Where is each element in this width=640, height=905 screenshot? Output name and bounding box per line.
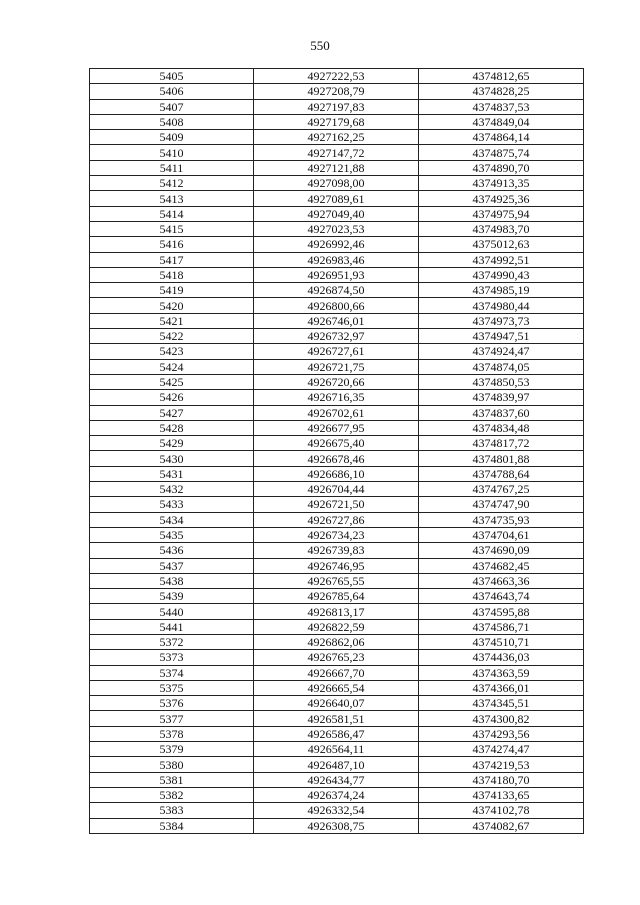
table-row	[90, 405, 584, 420]
x-coordinate-cell: 4926721,75	[254, 359, 419, 374]
table-row	[90, 390, 584, 405]
table-row	[90, 650, 584, 665]
point-number-cell: 5440	[90, 604, 254, 619]
x-coordinate-cell: 4926487,10	[254, 757, 419, 772]
x-coordinate-cell: 4926765,55	[254, 573, 419, 588]
table-row	[90, 145, 584, 160]
point-number-cell: 5376	[90, 696, 254, 711]
x-coordinate-cell: 4927162,25	[254, 130, 419, 145]
point-number-cell: 5427	[90, 405, 254, 420]
table-row	[90, 573, 584, 588]
table-row	[90, 742, 584, 757]
point-number-cell: 5437	[90, 558, 254, 573]
y-coordinate-cell: 4374643,74	[419, 589, 584, 604]
y-coordinate-cell: 4374925,36	[419, 191, 584, 206]
x-coordinate-cell: 4927049,40	[254, 206, 419, 221]
y-coordinate-cell: 4374363,59	[419, 665, 584, 680]
point-number-cell: 5430	[90, 451, 254, 466]
table-row	[90, 221, 584, 236]
table-row	[90, 634, 584, 649]
y-coordinate-cell: 4374102,78	[419, 803, 584, 818]
table-row	[90, 482, 584, 497]
x-coordinate-cell: 4926765,23	[254, 650, 419, 665]
point-number-cell: 5379	[90, 742, 254, 757]
table-row	[90, 787, 584, 802]
table-row	[90, 818, 584, 833]
point-number-cell: 5434	[90, 512, 254, 527]
page-number: 550	[310, 38, 330, 53]
y-coordinate-cell: 4374812,65	[419, 69, 584, 84]
table-row	[90, 420, 584, 435]
x-coordinate-cell: 4926374,24	[254, 787, 419, 802]
table-row	[90, 344, 584, 359]
y-coordinate-cell: 4374875,74	[419, 145, 584, 160]
table-row	[90, 298, 584, 313]
point-number-cell: 5424	[90, 359, 254, 374]
x-coordinate-cell: 4926308,75	[254, 818, 419, 833]
point-number-cell: 5439	[90, 589, 254, 604]
point-number-cell: 5382	[90, 787, 254, 802]
point-number-cell: 5407	[90, 99, 254, 114]
y-coordinate-cell: 4374663,36	[419, 573, 584, 588]
x-coordinate-cell: 4927222,53	[254, 69, 419, 84]
y-coordinate-cell: 4374834,48	[419, 420, 584, 435]
x-coordinate-cell: 4926732,97	[254, 329, 419, 344]
y-coordinate-cell: 4374874,05	[419, 359, 584, 374]
x-coordinate-cell: 4926667,70	[254, 665, 419, 680]
y-coordinate-cell: 4374293,56	[419, 726, 584, 741]
x-coordinate-cell: 4926739,83	[254, 543, 419, 558]
y-coordinate-cell: 4374864,14	[419, 130, 584, 145]
y-coordinate-cell: 4374850,53	[419, 374, 584, 389]
coordinates-table	[89, 68, 584, 834]
point-number-cell: 5374	[90, 665, 254, 680]
point-number-cell: 5384	[90, 818, 254, 833]
point-number-cell: 5380	[90, 757, 254, 772]
table-row	[90, 451, 584, 466]
y-coordinate-cell: 4374947,51	[419, 329, 584, 344]
x-coordinate-cell: 4926874,50	[254, 283, 419, 298]
y-coordinate-cell: 4374133,65	[419, 787, 584, 802]
table-row	[90, 206, 584, 221]
x-coordinate-cell: 4926727,61	[254, 344, 419, 359]
table-row	[90, 527, 584, 542]
point-number-cell: 5411	[90, 160, 254, 175]
table-row	[90, 604, 584, 619]
y-coordinate-cell: 4374837,60	[419, 405, 584, 420]
point-number-cell: 5432	[90, 482, 254, 497]
point-number-cell: 5435	[90, 527, 254, 542]
table-row	[90, 176, 584, 191]
y-coordinate-cell: 4374801,88	[419, 451, 584, 466]
x-coordinate-cell: 4926665,54	[254, 680, 419, 695]
x-coordinate-cell: 4926678,46	[254, 451, 419, 466]
y-coordinate-cell: 4374366,01	[419, 680, 584, 695]
y-coordinate-cell: 4374682,45	[419, 558, 584, 573]
y-coordinate-cell: 4374985,19	[419, 283, 584, 298]
x-coordinate-cell: 4926581,51	[254, 711, 419, 726]
y-coordinate-cell: 4374300,82	[419, 711, 584, 726]
y-coordinate-cell: 4374180,70	[419, 772, 584, 787]
table-row	[90, 191, 584, 206]
x-coordinate-cell: 4927179,68	[254, 114, 419, 129]
point-number-cell: 5423	[90, 344, 254, 359]
table-row	[90, 803, 584, 818]
x-coordinate-cell: 4927089,61	[254, 191, 419, 206]
y-coordinate-cell: 4374849,04	[419, 114, 584, 129]
x-coordinate-cell: 4927147,72	[254, 145, 419, 160]
point-number-cell: 5422	[90, 329, 254, 344]
x-coordinate-cell: 4926675,40	[254, 436, 419, 451]
coordinates-table-body	[90, 69, 584, 834]
y-coordinate-cell: 4374586,71	[419, 619, 584, 634]
point-number-cell: 5429	[90, 436, 254, 451]
y-coordinate-cell: 4374890,70	[419, 160, 584, 175]
y-coordinate-cell: 4374082,67	[419, 818, 584, 833]
table-row	[90, 543, 584, 558]
table-row	[90, 99, 584, 114]
point-number-cell: 5410	[90, 145, 254, 160]
point-number-cell: 5378	[90, 726, 254, 741]
y-coordinate-cell: 4374704,61	[419, 527, 584, 542]
x-coordinate-cell: 4926721,50	[254, 497, 419, 512]
point-number-cell: 5383	[90, 803, 254, 818]
table-row	[90, 237, 584, 252]
x-coordinate-cell: 4927121,88	[254, 160, 419, 175]
table-row	[90, 711, 584, 726]
point-number-cell: 5416	[90, 237, 254, 252]
point-number-cell: 5426	[90, 390, 254, 405]
x-coordinate-cell: 4926951,93	[254, 267, 419, 282]
point-number-cell: 5373	[90, 650, 254, 665]
table-row	[90, 84, 584, 99]
point-number-cell: 5408	[90, 114, 254, 129]
point-number-cell: 5412	[90, 176, 254, 191]
y-coordinate-cell: 4374992,51	[419, 252, 584, 267]
x-coordinate-cell: 4926822,59	[254, 619, 419, 634]
x-coordinate-cell: 4926992,46	[254, 237, 419, 252]
y-coordinate-cell: 4374828,25	[419, 84, 584, 99]
y-coordinate-cell: 4374219,53	[419, 757, 584, 772]
point-number-cell: 5377	[90, 711, 254, 726]
x-coordinate-cell: 4926704,44	[254, 482, 419, 497]
table-row	[90, 696, 584, 711]
table-row	[90, 558, 584, 573]
x-coordinate-cell: 4926746,01	[254, 313, 419, 328]
table-row	[90, 313, 584, 328]
point-number-cell: 5409	[90, 130, 254, 145]
point-number-cell: 5381	[90, 772, 254, 787]
table-row	[90, 267, 584, 282]
table-row	[90, 772, 584, 787]
y-coordinate-cell: 4375012,63	[419, 237, 584, 252]
point-number-cell: 5436	[90, 543, 254, 558]
table-row	[90, 69, 584, 84]
x-coordinate-cell: 4927208,79	[254, 84, 419, 99]
point-number-cell: 5406	[90, 84, 254, 99]
point-number-cell: 5421	[90, 313, 254, 328]
point-number-cell: 5428	[90, 420, 254, 435]
table-row	[90, 114, 584, 129]
point-number-cell: 5441	[90, 619, 254, 634]
x-coordinate-cell: 4926716,35	[254, 390, 419, 405]
table-row	[90, 726, 584, 741]
x-coordinate-cell: 4926862,06	[254, 634, 419, 649]
point-number-cell: 5372	[90, 634, 254, 649]
table-row	[90, 619, 584, 634]
y-coordinate-cell: 4374274,47	[419, 742, 584, 757]
y-coordinate-cell: 4374747,90	[419, 497, 584, 512]
x-coordinate-cell: 4926332,54	[254, 803, 419, 818]
x-coordinate-cell: 4926720,66	[254, 374, 419, 389]
x-coordinate-cell: 4927197,83	[254, 99, 419, 114]
table-row	[90, 680, 584, 695]
x-coordinate-cell: 4926702,61	[254, 405, 419, 420]
x-coordinate-cell: 4926434,77	[254, 772, 419, 787]
x-coordinate-cell: 4926734,23	[254, 527, 419, 542]
y-coordinate-cell: 4374767,25	[419, 482, 584, 497]
y-coordinate-cell: 4374436,03	[419, 650, 584, 665]
y-coordinate-cell: 4374980,44	[419, 298, 584, 313]
y-coordinate-cell: 4374817,72	[419, 436, 584, 451]
point-number-cell: 5438	[90, 573, 254, 588]
y-coordinate-cell: 4374510,71	[419, 634, 584, 649]
y-coordinate-cell: 4374595,88	[419, 604, 584, 619]
point-number-cell: 5418	[90, 267, 254, 282]
point-number-cell: 5414	[90, 206, 254, 221]
point-number-cell: 5417	[90, 252, 254, 267]
x-coordinate-cell: 4926813,17	[254, 604, 419, 619]
table-row	[90, 359, 584, 374]
point-number-cell: 5431	[90, 466, 254, 481]
y-coordinate-cell: 4374839,97	[419, 390, 584, 405]
y-coordinate-cell: 4374913,35	[419, 176, 584, 191]
point-number-cell: 5413	[90, 191, 254, 206]
x-coordinate-cell: 4926586,47	[254, 726, 419, 741]
table-row	[90, 665, 584, 680]
y-coordinate-cell: 4374345,51	[419, 696, 584, 711]
y-coordinate-cell: 4374990,43	[419, 267, 584, 282]
y-coordinate-cell: 4374735,93	[419, 512, 584, 527]
table-row	[90, 252, 584, 267]
x-coordinate-cell: 4926800,66	[254, 298, 419, 313]
y-coordinate-cell: 4374973,73	[419, 313, 584, 328]
table-row	[90, 757, 584, 772]
x-coordinate-cell: 4926640,07	[254, 696, 419, 711]
x-coordinate-cell: 4926677,95	[254, 420, 419, 435]
point-number-cell: 5415	[90, 221, 254, 236]
x-coordinate-cell: 4927098,00	[254, 176, 419, 191]
point-number-cell: 5405	[90, 69, 254, 84]
x-coordinate-cell: 4926564,11	[254, 742, 419, 757]
y-coordinate-cell: 4374924,47	[419, 344, 584, 359]
y-coordinate-cell: 4374837,53	[419, 99, 584, 114]
x-coordinate-cell: 4926983,46	[254, 252, 419, 267]
y-coordinate-cell: 4374788,64	[419, 466, 584, 481]
x-coordinate-cell: 4926746,95	[254, 558, 419, 573]
table-row	[90, 436, 584, 451]
table-row	[90, 374, 584, 389]
point-number-cell: 5420	[90, 298, 254, 313]
y-coordinate-cell: 4374690,09	[419, 543, 584, 558]
table-row	[90, 512, 584, 527]
table-row	[90, 329, 584, 344]
point-number-cell: 5419	[90, 283, 254, 298]
x-coordinate-cell: 4926727,86	[254, 512, 419, 527]
table-row	[90, 497, 584, 512]
table-row	[90, 130, 584, 145]
x-coordinate-cell: 4927023,53	[254, 221, 419, 236]
y-coordinate-cell: 4374975,94	[419, 206, 584, 221]
point-number-cell: 5433	[90, 497, 254, 512]
point-number-cell: 5425	[90, 374, 254, 389]
table-row	[90, 160, 584, 175]
y-coordinate-cell: 4374983,70	[419, 221, 584, 236]
point-number-cell: 5375	[90, 680, 254, 695]
table-row	[90, 283, 584, 298]
x-coordinate-cell: 4926785,64	[254, 589, 419, 604]
table-row	[90, 466, 584, 481]
x-coordinate-cell: 4926686,10	[254, 466, 419, 481]
table-row	[90, 589, 584, 604]
